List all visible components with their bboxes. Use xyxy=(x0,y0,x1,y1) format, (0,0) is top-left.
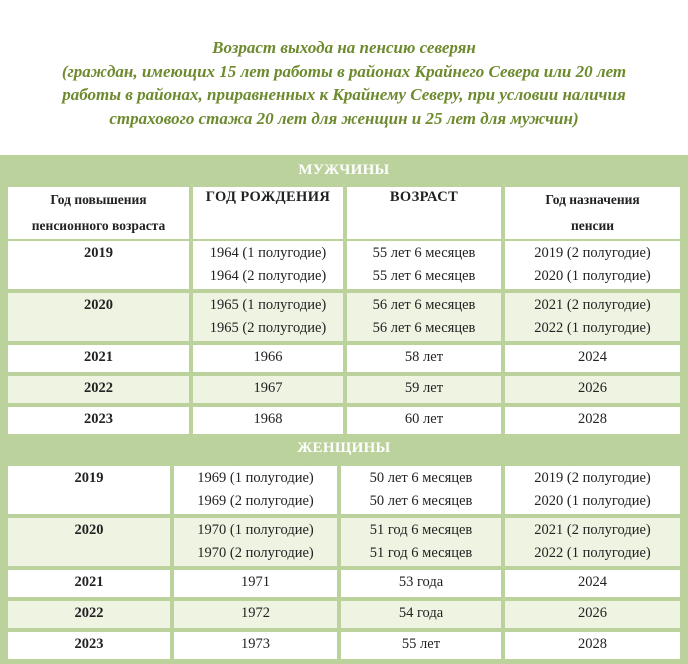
men-row-2-birth: 1965 (1 полугодие) 1965 (2 полугодие) xyxy=(193,293,343,341)
men-row-5-birth: 1968 xyxy=(193,407,343,434)
title-line-1: Возраст выхода на пенсию северян xyxy=(212,38,476,57)
header-age-label: ВОЗРАСТ xyxy=(389,189,459,205)
men-row-1-year: 2019 xyxy=(8,241,189,289)
women-row-3-age: 53 года xyxy=(341,570,501,597)
women-row-2-birth: 1970 (1 полугодие) 1970 (2 полугодие) xyxy=(174,518,337,566)
women-row-1-age: 50 лет 6 месяцев 50 лет 6 месяцев xyxy=(341,466,501,514)
men-row-4-birth: 1967 xyxy=(193,376,343,403)
women-row-5-birth: 1973 xyxy=(174,632,337,659)
header-year-increase xyxy=(8,187,189,239)
header-year-increase-line-2: пенсионного возраста xyxy=(31,218,166,233)
men-row-3-age: 58 лет xyxy=(347,345,501,372)
header-birth-year-label: ГОД РОЖДЕНИЯ xyxy=(205,189,331,205)
women-row-5-pension: 2028 xyxy=(505,632,680,659)
women-row-5-year: 2023 xyxy=(8,632,170,659)
women-row-1-birth: 1969 (1 полугодие) 1969 (2 полугодие) xyxy=(174,466,337,514)
men-row-3-pension: 2024 xyxy=(505,345,680,372)
men-row-2-pension: 2021 (2 полугодие) 2022 (1 полугодие) xyxy=(505,293,680,341)
header-age xyxy=(347,187,501,239)
women-row-4-year: 2022 xyxy=(8,601,170,628)
header-pension-year xyxy=(505,187,680,239)
men-row-1-birth: 1964 (1 полугодие) 1964 (2 полугодие) xyxy=(193,241,343,289)
men-row-4-age: 59 лет xyxy=(347,376,501,403)
men-row-5-pension: 2028 xyxy=(505,407,680,434)
women-row-2-year: 2020 xyxy=(8,518,170,566)
women-row-4-age: 54 года xyxy=(341,601,501,628)
men-row-3-birth: 1966 xyxy=(193,345,343,372)
women-row-3-pension: 2024 xyxy=(505,570,680,597)
women-row-3-year: 2021 xyxy=(8,570,170,597)
section-label-women: ЖЕНЩИНЫ xyxy=(297,440,391,456)
header-birth-year xyxy=(193,187,343,239)
men-row-4-year: 2022 xyxy=(8,376,189,403)
men-row-2-age: 56 лет 6 месяцев 56 лет 6 месяцев xyxy=(347,293,501,341)
women-row-2-pension: 2021 (2 полугодие) 2022 (1 полугодие) xyxy=(505,518,680,566)
women-row-4-pension: 2026 xyxy=(505,601,680,628)
women-row-3-birth: 1971 xyxy=(174,570,337,597)
men-row-1-age: 55 лет 6 месяцев 55 лет 6 месяцев xyxy=(347,241,501,289)
women-row-1-year: 2019 xyxy=(8,466,170,514)
section-label-men: МУЖЧИНЫ xyxy=(298,162,390,178)
women-row-4-birth: 1972 xyxy=(174,601,337,628)
header-year-increase-line-1: Год повышения xyxy=(50,192,147,207)
title-line-4: страхового стажа 20 лет для женщин и 25 лет для мужчин) xyxy=(109,108,579,128)
women-row-5-age: 55 лет xyxy=(341,632,501,659)
men-row-3-year: 2021 xyxy=(8,345,189,372)
men-row-4-pension: 2026 xyxy=(505,376,680,403)
men-row-1-pension: 2019 (2 полугодие) 2020 (1 полугодие) xyxy=(505,241,680,289)
header-pension-year-line-2: пенсии xyxy=(570,218,615,233)
title-line-2: (граждан, имеющих 15 лет работы в районах Крайнего Севера или 20 лет xyxy=(61,61,627,81)
header-pension-year-line-1: Год назначения xyxy=(545,192,640,207)
men-row-5-year: 2023 xyxy=(8,407,189,434)
women-row-1-pension: 2019 (2 полугодие) 2020 (1 полугодие) xyxy=(505,466,680,514)
men-row-2-year: 2020 xyxy=(8,293,189,341)
pension-age-table xyxy=(0,155,688,664)
women-row-2-age: 51 год 6 месяцев 51 год 6 месяцев xyxy=(341,518,501,566)
document-title xyxy=(0,36,688,130)
title-line-3: работы в районах, приравненных к Крайнему Северу, при условии наличия xyxy=(62,85,626,104)
men-row-5-age: 60 лет xyxy=(347,407,501,434)
